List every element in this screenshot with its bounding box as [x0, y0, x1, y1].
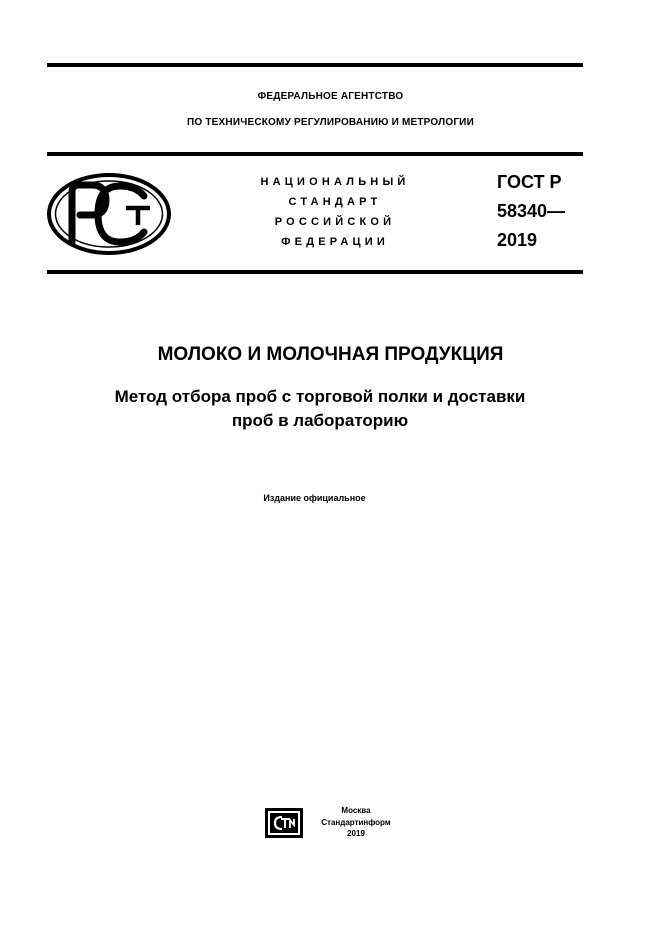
publisher-name: Стандартинформ: [321, 817, 391, 827]
standard-type-line-3: РОССИЙСКОЙ: [274, 216, 396, 228]
standard-type: [230, 172, 440, 252]
publisher-city: Москва: [341, 806, 371, 815]
top-rule: [47, 63, 583, 67]
gost-line-1: ГОСТ Р: [497, 172, 562, 192]
document-subtitle: [60, 385, 580, 433]
standartinform-logo-icon: [265, 808, 303, 838]
header-bottom-rule: [47, 270, 583, 274]
gost-line-2: 58340—: [497, 201, 566, 221]
subtitle-line-1: Метод отбора проб с торговой полки и доставки: [114, 387, 526, 406]
publisher: [314, 805, 398, 840]
edition-label: Издание официальное: [263, 493, 366, 503]
rst-logo-icon: [46, 172, 172, 256]
header-rule: [47, 152, 583, 156]
gost-number: [497, 168, 565, 255]
agency-line-1: ФЕДЕРАЛЬНОЕ АГЕНТСТВО: [257, 91, 404, 102]
standard-type-line-4: ФЕДЕРАЦИИ: [281, 236, 389, 248]
subtitle-line-2: проб в лабораторию: [231, 411, 409, 430]
publisher-year: 2019: [347, 829, 365, 838]
standard-type-line-2: СТАНДАРТ: [288, 196, 382, 208]
standard-type-line-1: НАЦИОНАЛЬНЫЙ: [260, 176, 410, 188]
gost-line-3: 2019: [497, 230, 538, 250]
document-title: МОЛОКО И МОЛОЧНАЯ ПРОДУКЦИЯ: [157, 344, 504, 365]
agency-line-2: ПО ТЕХНИЧЕСКОМУ РЕГУЛИРОВАНИЮ И МЕТРОЛОГИИ: [187, 117, 474, 128]
